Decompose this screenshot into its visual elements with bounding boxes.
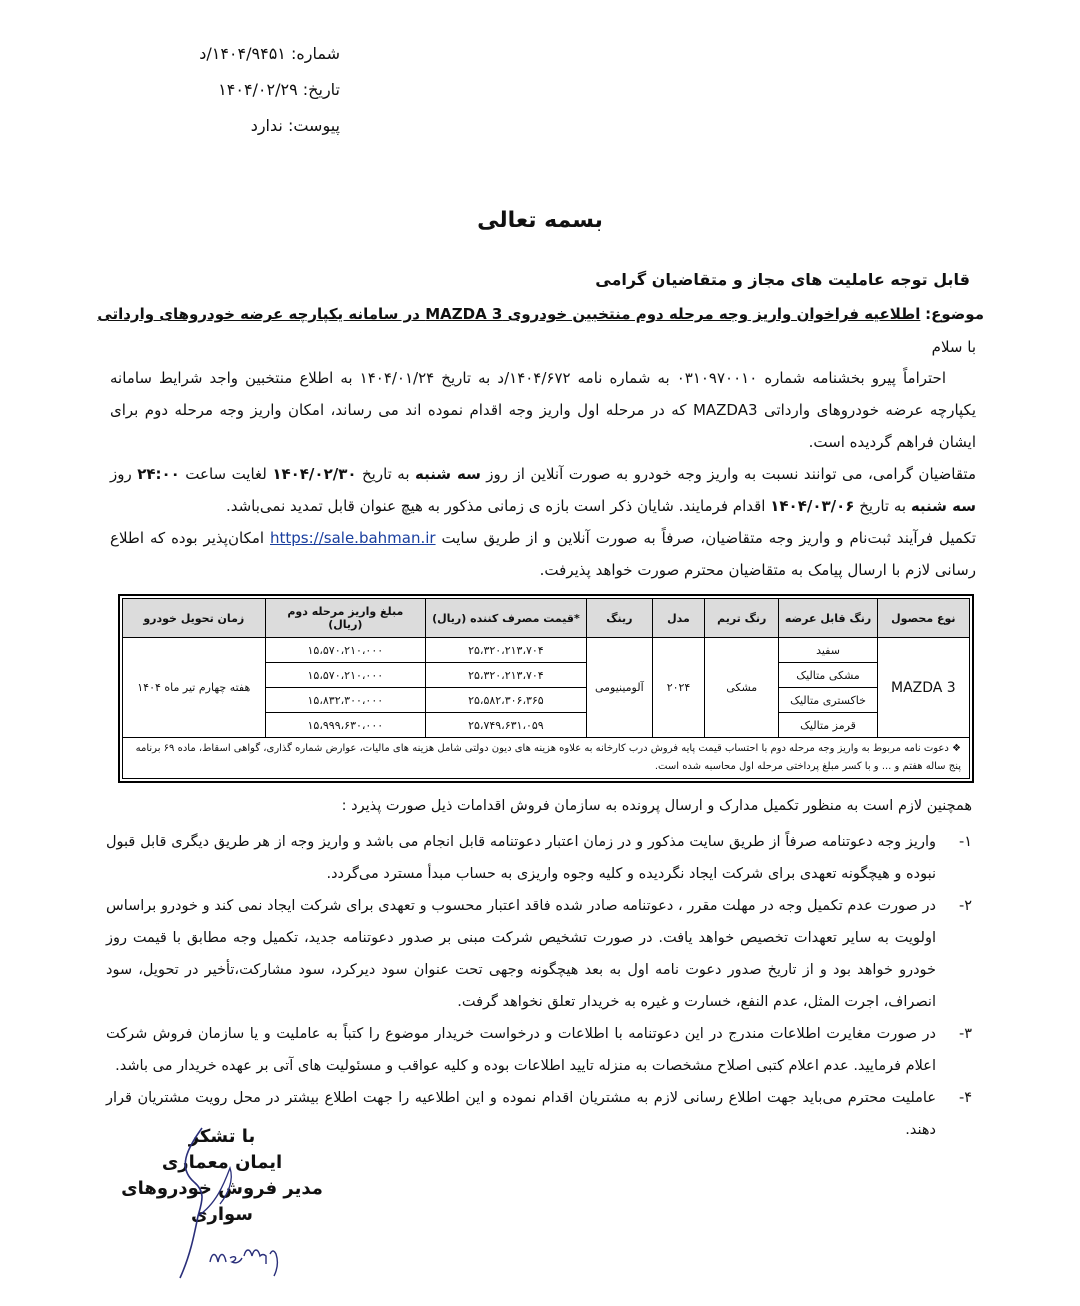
list-item: ۳- در صورت مغایرت اطلاعات مندرج در این دعوتنامه با اطلاعات و درخواست خریدار موضوع را کتباً به عاملیت و یا سازمان فروش شرکت اعلام فرمایید. عدم اعلام کتبی اصلاح مشخصات به منزله تایید اطلاعات بوده و کلیه عواقب و مسئولیت های آتی بر عهده خریدار می باشد. [106,1026,972,1074]
note-text: دعوت نامه مربوط به واریز وجه مرحله دوم با احتساب قیمت پایه فروش درب کارخانه به علاوه هزینه های دیون دولتی شامل هزینه های مالیات، عوارض شماره گذاری، گواهی اسقاط، ماده ۶۹ برنامه پنج ساله هفتم و ... و با کسر مبلغ پرداختی مرحله اول محاسبه شده است. [135,743,961,772]
sale-site-link[interactable]: https://sale.bahman.ir [270,529,436,547]
list-item: ۱- واریز وجه دعوتنامه صرفاً از طریق سایت مذکور و در زمان اعتبار دعوتنامه قابل انجام می باشد و واریز وجه از هر طریق دیگری قابل قبول نبوده و هیچگونه تعهدی برای شرکت ایجاد نگردیده و کلیه وجوه واریزی به حساب مبدأ مسترد می‌گردد. [106,834,972,882]
cell-ring: آلومینیومی [586,638,652,738]
cell-price: ۲۵،۳۲۰،۲۱۳،۷۰۴ [426,638,587,663]
cell-deposit: ۱۵،۸۳۲،۳۰۰،۰۰۰ [265,688,426,713]
handwritten-signature [172,1124,302,1284]
cell-deposit: ۱۵،۵۷۰،۲۱۰،۰۰۰ [265,638,426,663]
signature-thanks: با تشکر [188,1126,256,1147]
requirements-list [106,826,972,1146]
cell-deposit: ۱۵،۵۷۰،۲۱۰،۰۰۰ [265,663,426,688]
letter-attachment: پیوست: ندارد [250,116,340,135]
subject-text: اطلاعیه فراخوان واریز وجه مرحله دوم منتخبین خودروی MAZDA 3 در سامانه یکپارچه عرضه خودروهای وارداتی [97,305,921,323]
cell-color: سفید [779,638,877,663]
list-intro: همچنین لازم است به منظور تکمیل مدارک و ارسال پرونده به سازمان فروش اقدامات ذیل صورت پذیرد : [341,798,972,814]
signatory-title: مدیر فروش خودروهای سواری [121,1178,323,1225]
price-table [122,598,970,779]
bismillah-heading: بسمه تعالی [477,208,603,233]
cell-deposit: ۱۵،۹۹۹،۶۳۰،۰۰۰ [265,713,426,738]
header-price: *قیمت مصرف کننده (ریال) [426,599,587,638]
signatory-name: ایمان معماری [161,1152,283,1173]
header-delivery: زمان تحویل خودرو [123,599,266,638]
header-trim: رنگ تریم [705,599,779,638]
table-row [123,638,970,663]
letter-date: تاریخ: ۱۴۰۴/۰۲/۲۹ [218,80,340,99]
paragraph-1: احتراماً پیرو بخشنامه شماره ۰۳۱۰۹۷۰۰۱۰ به شماره نامه ۱۴۰۴/۶۷۲/د به تاریخ ۱۴۰۴/۰۱/۲۴ به اطلاع منتخبین واجد شرایط سامانه یکپارچه عرضه خودروهای وارداتی MAZDA3 که در مرحله اول واریز وجه اقدام نموده اند می رساند، امکان واریز وجه مرحله دوم برای ایشان فراهم گردیده است. [110,369,976,451]
subject-label: موضوع: [925,305,984,323]
addressee: قابل توجه عاملیت های مجاز و متقاضیان گرامی [595,270,970,289]
cell-delivery: هفته چهارم تیر ماه ۱۴۰۴ [123,638,266,738]
letter-body [110,362,976,586]
letter-number: شماره: ۱۴۰۴/۹۴۵۱/د [199,44,340,63]
greeting: با سلام [931,338,976,356]
cell-price: ۲۵،۳۲۰،۲۱۳،۷۰۴ [426,663,587,688]
header-model: مدل [652,599,704,638]
header-product: نوع محصول [877,599,969,638]
cell-product: MAZDA 3 [877,638,969,738]
header-color: رنگ قابل عرضه [779,599,877,638]
cell-trim: مشکی [705,638,779,738]
cell-color: مشکی متالیک [779,663,877,688]
cell-price: ۲۵،۷۴۹،۶۳۱،۰۵۹ [426,713,587,738]
table-note-row [123,738,970,779]
list-item: ۲- در صورت عدم تکمیل وجه در مهلت مقرر ، دعوتنامه صادر شده فاقد اعتبار محسوب و تعهدی برای شرکت ایجاد نمی کند و خودرو براساس اولویت به سایر تعهدات تخصیص خواهد یافت. در صورت تشخیص شرکت مبنی بر صدور دعوتنامه جدید، تکمیل وجه مطابق با قیمت روز خودرو خواهد بود و از تاریخ صدور دعوت نامه اول به بعد هیچگونه وجهی تحت عنوان سود دیرکرد، سود مشارکت،تأخیر در تحویل، سود انصراف، اجرت المثل، عدم النفع، خسارت و غیره به خریدار تعلق نخواهد گرفت. [106,898,972,1010]
letter-meta [120,36,340,144]
header-ring: رینگ [586,599,652,638]
cell-model: ۲۰۲۴ [652,638,704,738]
paragraph-3: تکمیل فرآیند ثبت‌نام و واریز وجه متقاضیان، صرفاً به صورت آنلاین و از طریق سایت https://sale.bahman.ir امکان‌پذیر بوده که اطلاع رسانی لازم با ارسال پیامک به متقاضیان محترم صورت خواهد پذیرفت. [110,529,977,579]
subject-line [84,302,984,326]
cell-color: قرمز متالیک [779,713,877,738]
price-table-wrapper [118,594,974,783]
header-deposit: مبلغ واریز مرحله دوم (ریال) [265,599,426,638]
table-note [123,738,970,779]
note-bullet-icon: ❖ [952,743,961,754]
cell-price: ۲۵،۵۸۲،۳۰۶،۳۶۵ [426,688,587,713]
table-header-row [123,599,970,638]
list-item: ۴- عاملیت محترم می‌باید جهت اطلاع رسانی لازم به مشتریان اقدام نموده و این اطلاعیه را جهت اطلاع بیشتر در محل رویت مشتریان قرار دهند. [106,1090,972,1138]
cell-color: خاکستری متالیک [779,688,877,713]
paragraph-2: متقاضیان گرامی، می توانند نسبت به واریز وجه خودرو به صورت آنلاین از روز سه شنبه به تاریخ ۱۴۰۴/۰۲/۳۰ لغایت ساعت ۲۴:۰۰ روز سه شنبه به تاریخ ۱۴۰۴/۰۳/۰۶ اقدام فرمایند. شایان ذکر است بازه ی زمانی مذکور به هیچ عنوان قابل تمدید نمی‌باشد. [110,465,976,515]
